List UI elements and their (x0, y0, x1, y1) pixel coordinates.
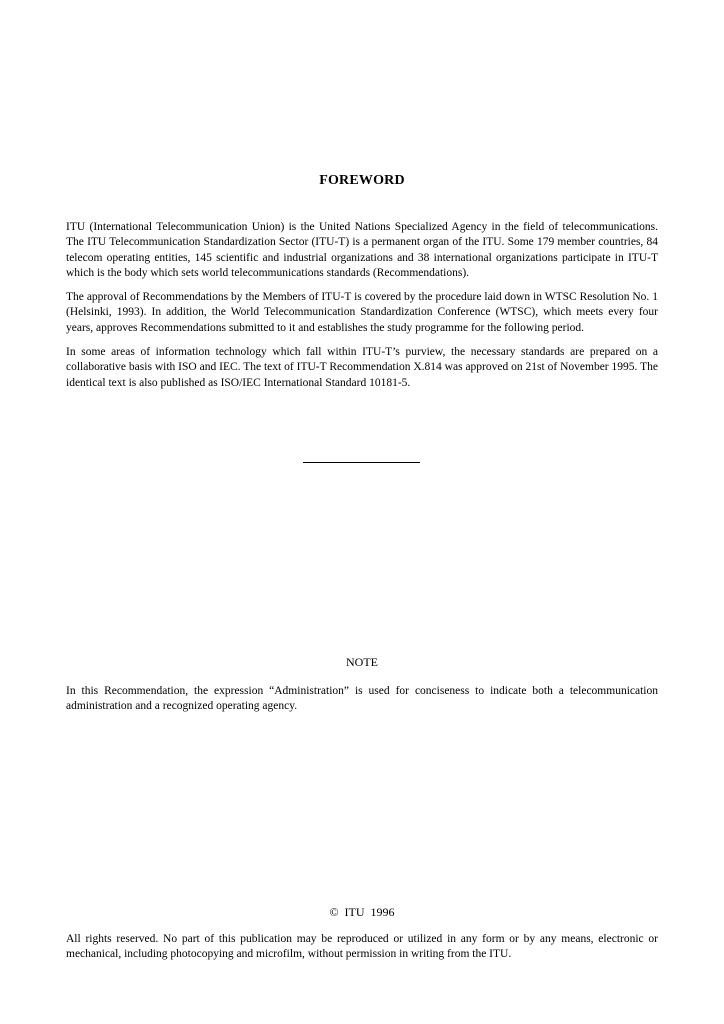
foreword-paragraph-1: ITU (International Telecommunication Union) is the United Nations Specialized Agency in the field of telecommunications. The ITU Telecommunication Standardization Sector (ITU-T) is a permanent organ of the ITU. Some 179 member countries, 84 telecom operating entities, 145 scientific and industrial organizations and 38 international organizations participate in ITU-T which is the body which sets world telecommunications standards (Recommendations). (66, 221, 658, 279)
note-title: NOTE (346, 655, 378, 669)
note-body (66, 684, 658, 724)
rights-paragraph: All rights reserved. No part of this publication may be reproduced or utilized in any form or by any means, electronic or mechanical, including photocopying and microfilm, without permission in writing from the ITU. (66, 933, 658, 961)
rights-body (66, 932, 658, 972)
note-paragraph: In this Recommendation, the expression “Administration” is used for conciseness to indicate both a telecommunication administration and a recognized operating agency. (66, 685, 658, 713)
foreword-title: FOREWORD (319, 173, 405, 188)
foreword-paragraph-2: The approval of Recommendations by the Members of ITU-T is covered by the procedure laid down in WTSC Resolution No. 1 (Helsinki, 1993). In addition, the World Telecommunication Standardization Conference (WTSC), which meets every four years, approves Recommendations submitted to it and establishes the study programme for the following period. (66, 291, 658, 334)
foreword-body (66, 220, 658, 400)
section-divider (303, 462, 420, 463)
copyright-line: © ITU 1996 (329, 905, 395, 919)
foreword-paragraph-3: In some areas of information technology which fall within ITU-T’s purview, the necessary standards are prepared on a collaborative basis with ISO and IEC. The text of ITU-T Recommendation X.814 was approved on 21st of November 1995. The identical text is also published as ISO/IEC International Standard 10181-5. (66, 346, 658, 389)
